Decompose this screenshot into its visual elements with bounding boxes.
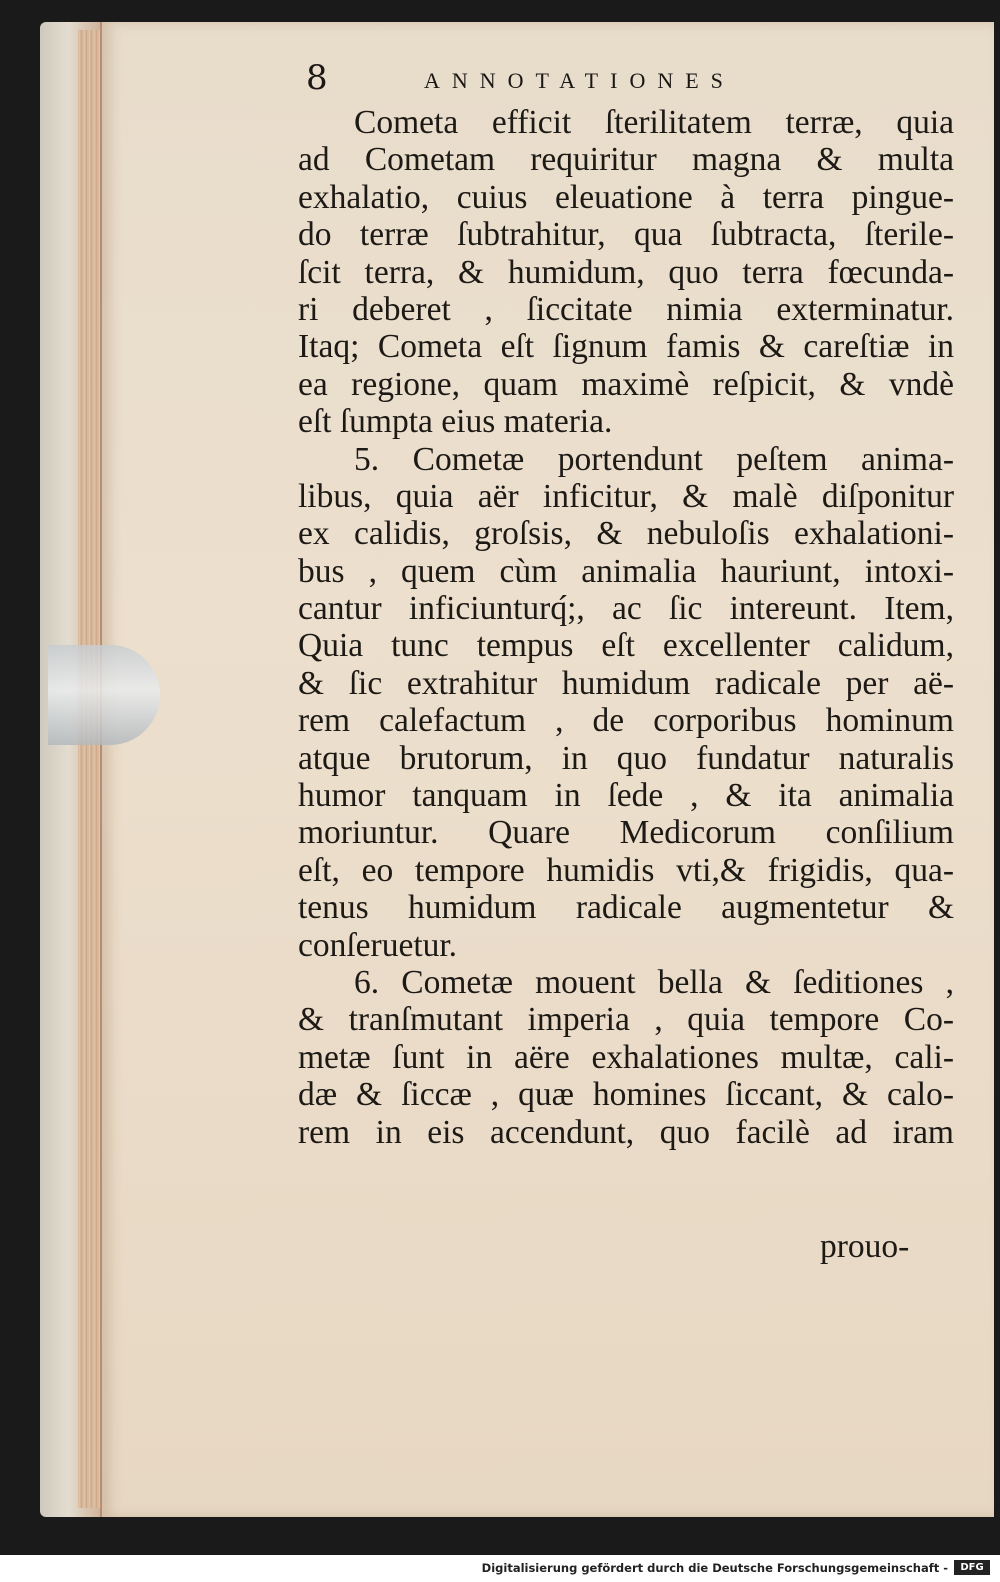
footer-credit: Digitalisierung gefördert durch die Deutsche Forschungsgemeinschaft - — [481, 1561, 948, 1575]
page-number: 8 — [306, 58, 328, 98]
text-line: humor tanquam in ſede , & ita animalia — [298, 777, 954, 815]
text-line: ex calidis, groſsis, & nebuloſis exhalationi- — [298, 515, 954, 553]
text-line: Quia tunc tempus eſt excellenter calidum, — [298, 627, 954, 665]
text-line: ri deberet , ſiccitate nimia exterminatur. — [298, 290, 954, 328]
text-line: eſt, eo tempore humidis vti,& frigidis, qua- — [298, 851, 954, 889]
text-line: exhalatio, cuius eleuatione à terra pingue- — [298, 178, 954, 216]
text-line: atque brutorum, in quo fundatur naturalis — [298, 739, 954, 777]
text-line: Itaq; Cometa eſt ſignum famis & careſtiæ in — [298, 328, 954, 366]
running-title: ANNOTATIONES — [424, 68, 735, 93]
text-line: ſcit terra, & humidum, quo terra fœcunda- — [298, 253, 954, 291]
text-line: eſt ſumpta eius materia. — [298, 403, 613, 441]
footer-bar — [0, 1555, 1000, 1582]
text-line: conſeruetur. — [298, 926, 458, 964]
catchword: prouo- — [820, 1228, 910, 1265]
dfg-logo: DFG — [954, 1560, 990, 1575]
text-line: rem in eis accendunt, quo facilè ad iram — [298, 1113, 954, 1151]
text-line: libus, quia aër inficitur, & malè diſponitur — [298, 477, 954, 515]
text-line: & tranſmutant imperia , quia tempore Co- — [298, 1001, 954, 1039]
text-line: & ſic extrahitur humidum radicale per aë- — [298, 664, 954, 702]
text-line: bus , quem cùm animalia hauriunt, intoxi- — [298, 552, 954, 590]
text-line: dæ & ſiccæ , quæ homines ſiccant, & calo- — [298, 1076, 954, 1114]
text-line: do terræ ſubtrahitur, qua ſubtracta, ſterile- — [298, 216, 954, 254]
page-clip — [48, 645, 160, 745]
page-header — [306, 58, 946, 102]
text-line: tenus humidum radicale augmentetur & — [298, 889, 954, 927]
text-line: cantur inficiunturq́;, ac ſic intereunt. Item, — [298, 590, 954, 628]
text-line: moriuntur. Quare Medicorum conſilium — [298, 814, 954, 852]
text-line: 6. Cometæ mouent bella & ſeditiones , — [354, 963, 954, 1001]
text-line: Cometa efficit ſterilitatem terræ, quia — [354, 104, 954, 141]
text-line: rem calefactum , de corporibus hominum — [298, 702, 954, 740]
text-line: ad Cometam requiritur magna & multa — [298, 141, 954, 179]
body-text — [298, 104, 954, 1151]
text-line: ea regione, quam maximè reſpicit, & vndè — [298, 365, 954, 403]
text-line: 5. Cometæ portendunt peſtem anima- — [354, 440, 954, 478]
text-line: metæ ſunt in aëre exhalationes multæ, cali- — [298, 1038, 954, 1076]
